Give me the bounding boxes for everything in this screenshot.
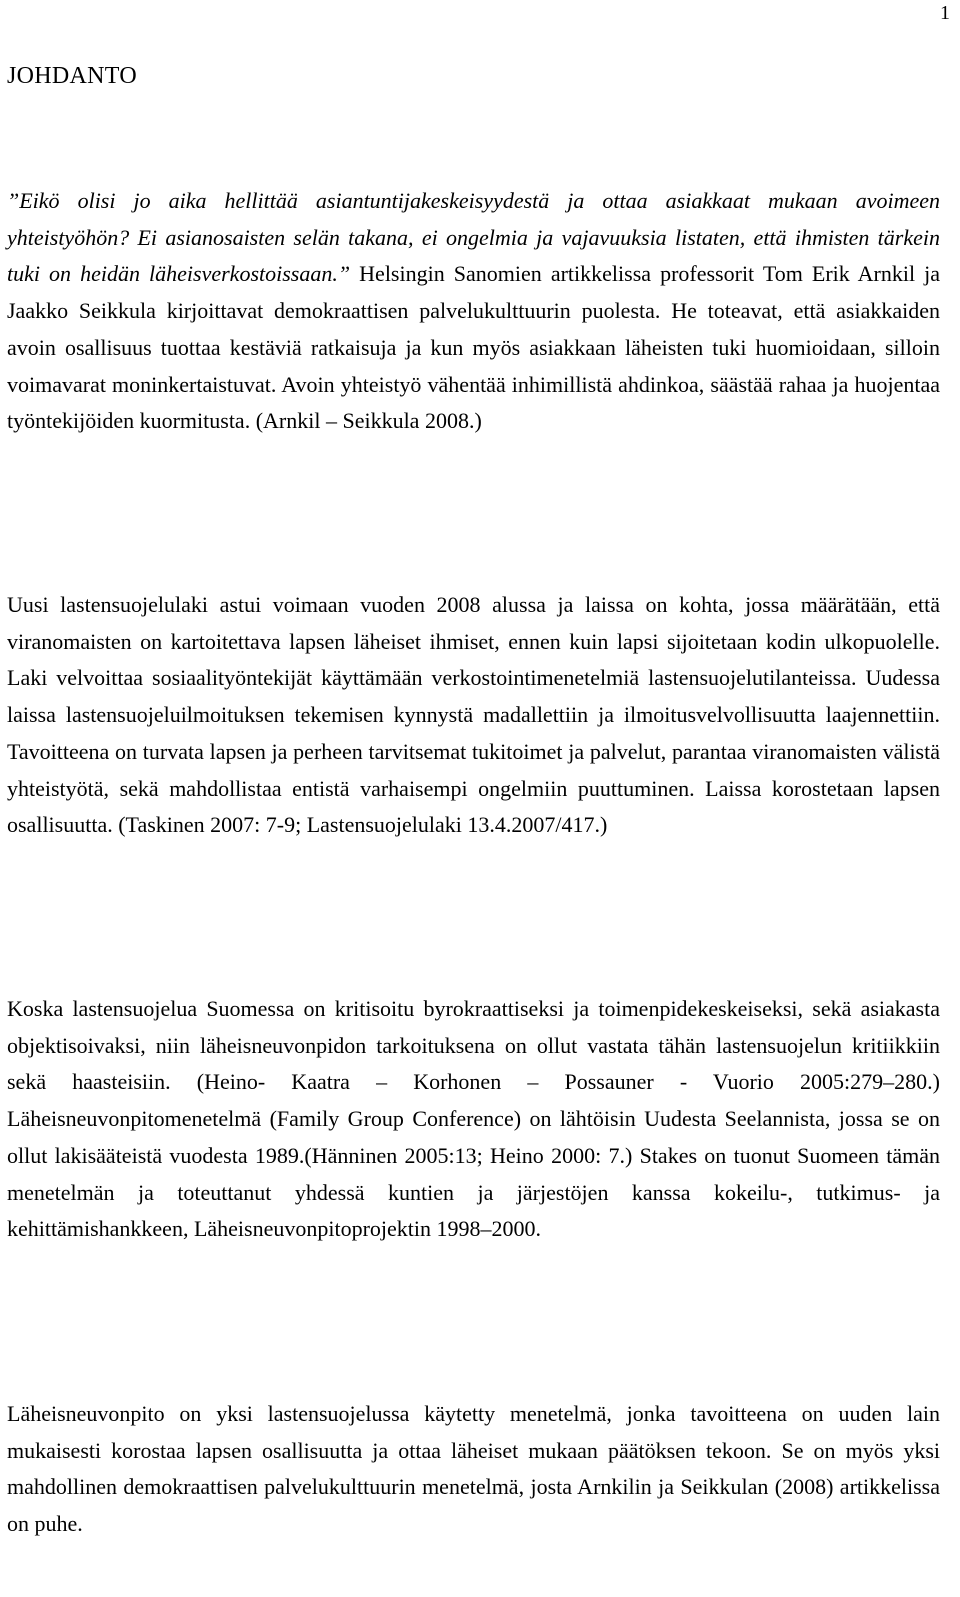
paragraph-method-summary: Läheisneuvonpito on yksi lastensuojelussa käytetty menetelmä, jonka tavoitteena on uuden lain mukaisesti korostaa lapsen osallisuutta ja ottaa läheiset mukaan päätöksen tekoon. Se on myös yksi mahdollinen demokraattisen palvelukulttuurin menetelmä, josta Arnkilin ja Seikkulan (2008) artikkelissa on puhe. xyxy=(7,1401,940,1537)
paragraph-child-protection-law: Uusi lastensuojelulaki astui voimaan vuoden 2008 alussa ja laissa on kohta, jossa määrätään, että viranomaisten on kartoitettava lapsen läheiset ihmiset, ennen kuin lapsi sijoitetaan kodin ulkopuolelle. Laki velvoittaa sosiaalityöntekijät käyttämään verkostointimenetelmiä lastensuojelutilanteissa. Uudessa laissa lastensuojeluilmoituksen tekemisen kynnystä madallettiin ja ilmoitusvelvollisuutta laajennettiin. Tavoitteena on turvata lapsen ja perheen tarvitsemat tukitoimet ja palvelut, parantaa viranomaisten välistä yhteistyötä, sekä mahdollistaa entistä varhaisempi ongelmiin puuttuminen. Laissa korostetaan lapsen osallisuutta. (Taskinen 2007: 7-9; Lastensuojelulaki 13.4.2007/417.) xyxy=(7,592,940,838)
quote-text: ”Eikö olisi jo aika hellittää asiantuntijakeskeisyydestä ja ottaa asiakkaat mukaan avoimeen yhteistyöhön? Ei asianosaisten selän takana, ei ongelmia ja vajavuuksia listaten, että ihmisten tärkein tuki on heidän läheisverkostoissaan.” xyxy=(7,188,940,287)
page-number: 1 xyxy=(940,2,950,24)
paragraph-intro-quote xyxy=(7,183,940,440)
chapter-heading: JOHDANTO xyxy=(7,63,137,89)
paragraph-text: Helsingin Sanomien artikkelissa professorit Tom Erik Arnkil ja Jaakko Seikkula kirjoittavat demokraattisen palvelukulttuurin puolesta. He toteavat, että asiakkaiden avoin osallisuus tuottaa kestäviä ratkaisuja ja kun myös asiakkaan läheisten tuki huomioidaan, silloin voimavarat moninkertaistuvat. Avoin yhteistyö vähentää inhimillistä ahdinkoa, säästää rahaa ja huojentaa työntekijöiden kuormitusta. (Arnkil – Seikkula 2008.) xyxy=(7,261,941,434)
paragraph-family-group-conference: Koska lastensuojelua Suomessa on kritisoitu byrokraattiseksi ja toimenpidekeskeiseksi, sekä asiakasta objektisoivaksi, niin läheisneuvonpidon tarkoituksena on ollut vastata tähän lastensuojelun kritiikkiin sekä haasteisiin. (Heino- Kaatra – Korhonen – Possauner - Vuorio 2005:279–280.) Läheisneuvonpitomenetelmä (Family Group Conference) on lähtöisin Uudesta Seelannista, jossa se on ollut lakisääteistä vuodesta 1989.(Hänninen 2005:13; Heino 2000: 7.) Stakes on tuonut Suomeen tämän menetelmän ja toteuttanut yhdessä kuntien ja järjestöjen kanssa kokeilu-, tutkimus- ja kehittämishankkeen, Läheisneuvonpitoprojektin 1998–2000. xyxy=(7,996,940,1242)
